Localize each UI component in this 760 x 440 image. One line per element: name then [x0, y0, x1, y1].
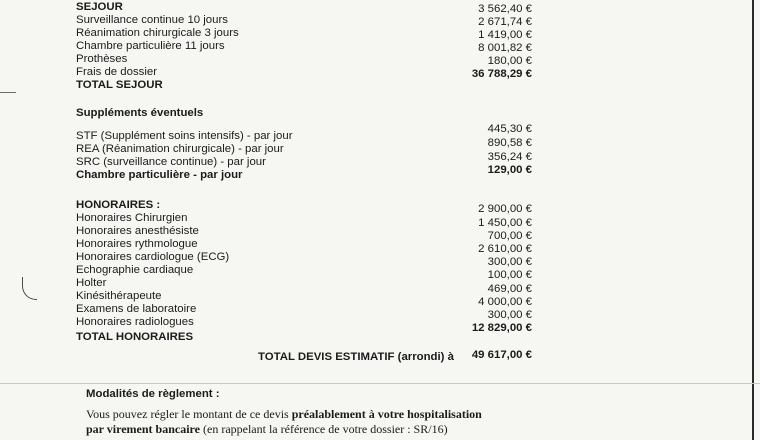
modalites-text: (en rappelant la référence de votre dossier : SR/16): [200, 422, 448, 436]
sejour-heading: SEJOUR: [76, 1, 123, 13]
sejour-item-amount: 36 788,29 €: [471, 68, 532, 80]
modalites-heading: Modalités de règlement :: [86, 388, 220, 400]
honoraire-item-label: Kinésithérapeute: [76, 290, 162, 302]
sejour-item-label: Frais de dossier: [76, 66, 158, 78]
sejour-item-amount: 180,00 €: [487, 55, 532, 67]
modalites-line-2: [86, 423, 448, 436]
separator-rule: [0, 383, 760, 384]
modalites-line-1: [86, 408, 482, 421]
supplement-item-amount: 356,24 €: [487, 151, 532, 163]
supplement-item-amount: 445,30 €: [487, 123, 532, 135]
supplement-item-label: Chambre particulière - par jour: [76, 169, 243, 181]
total-honoraires-label: TOTAL HONORAIRES: [76, 331, 194, 343]
sejour-item-amount: 1 419,00 €: [478, 29, 532, 41]
sejour-item-label: Chambre particulière 11 jours: [76, 40, 225, 52]
total-devis-amount: 49 617,00 €: [471, 349, 532, 361]
page-edge-line: [752, 0, 754, 440]
honoraire-item-amount: 469,00 €: [487, 283, 532, 295]
honoraire-item-amount: 300,00 €: [487, 309, 532, 321]
sejour-item-label: Réanimation chirurgicale 3 jours: [76, 27, 239, 39]
sejour-item-label: Surveillance continue 10 jours: [76, 14, 228, 26]
supplement-item-label: STF (Supplément soins intensifs) - par jour: [76, 130, 293, 142]
honoraire-item-label: Honoraires Chirurgien: [76, 212, 188, 224]
honoraire-item-amount: 4 000,00 €: [478, 296, 532, 308]
honoraires-heading: HONORAIRES :: [76, 199, 161, 211]
total-honoraires-amount: 12 829,00 €: [471, 322, 532, 334]
honoraire-item-amount: 1 450,00 €: [478, 217, 532, 229]
supplement-item-amount: 129,00 €: [487, 164, 532, 176]
modalites-emphasis: préalablement à votre hospitalisation: [291, 407, 482, 421]
modalites-text: Vous pouvez régler le montant de ce devis: [86, 407, 292, 421]
modalites-emphasis: par virement bancaire: [86, 422, 200, 436]
honoraire-item-label: Honoraires rythmologue: [76, 238, 198, 250]
supplement-item-label: REA (Réanimation chirurgicale) - par jour: [76, 143, 284, 155]
total-sejour-label: TOTAL SEJOUR: [76, 79, 163, 91]
supplement-item-amount: 890,58 €: [487, 137, 532, 149]
sejour-heading-amount: 3 562,40 €: [478, 3, 532, 15]
sejour-item-amount: 8 001,82 €: [478, 42, 532, 54]
honoraire-item-label: Honoraires anesthésiste: [76, 225, 199, 237]
margin-mark: [0, 92, 16, 93]
sejour-item-label: Prothèses: [76, 53, 128, 65]
honoraire-item-amount: 300,00 €: [487, 256, 532, 268]
honoraire-item-amount: 700,00 €: [487, 230, 532, 242]
total-devis-label: TOTAL DEVIS ESTIMATIF (arrondi) à: [258, 351, 454, 363]
supplements-heading: Suppléments éventuels: [76, 107, 204, 119]
sejour-item-amount: 2 671,74 €: [478, 16, 532, 28]
supplement-item-label: SRC (surveillance continue) - par jour: [76, 156, 266, 168]
honoraire-item-label: Echographie cardiaque: [76, 264, 194, 276]
punch-hole-mark: [22, 277, 37, 300]
honoraire-item-label: Examens de laboratoire: [76, 303, 197, 315]
honoraire-item-label: Honoraires cardiologue (ECG): [76, 251, 230, 263]
honoraire-item-amount: 2 900,00 €: [478, 203, 532, 215]
honoraire-item-amount: 2 610,00 €: [478, 243, 532, 255]
honoraire-item-label: Honoraires radiologues: [76, 316, 194, 328]
honoraire-item-label: Holter: [76, 277, 107, 289]
honoraire-item-amount: 100,00 €: [487, 269, 532, 281]
